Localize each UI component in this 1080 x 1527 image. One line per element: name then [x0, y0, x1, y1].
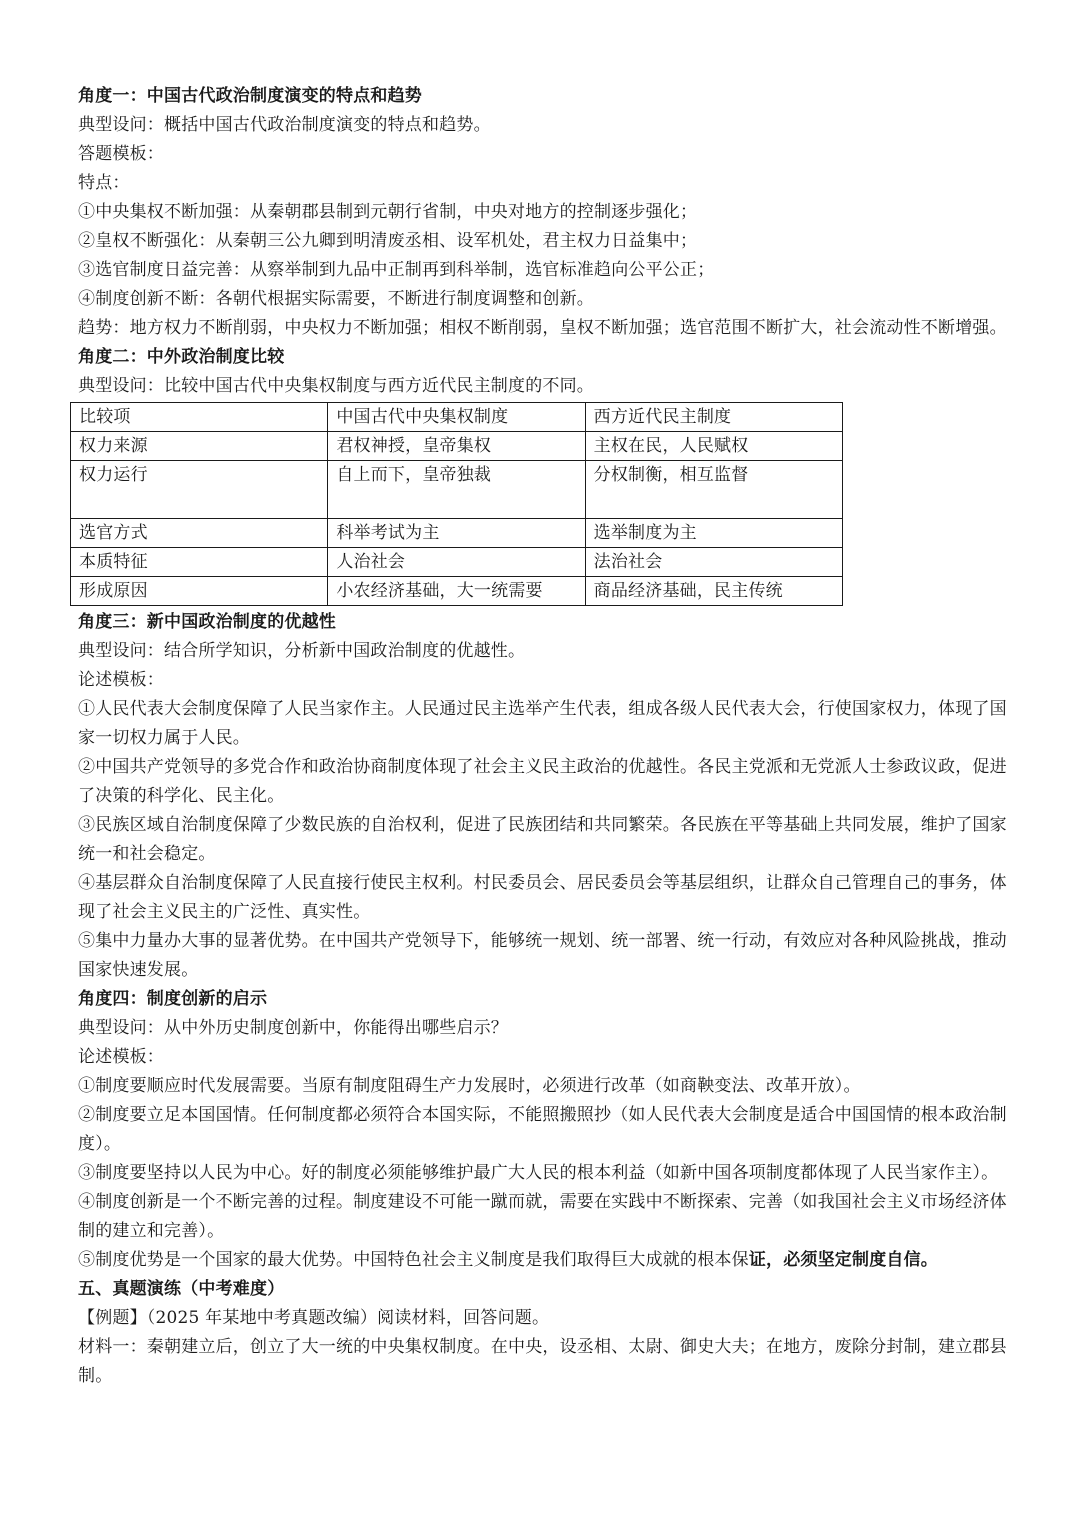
table-row	[71, 432, 843, 461]
table-cell: 权力来源	[71, 432, 328, 461]
table-row	[71, 519, 843, 548]
section4-last-plain: ⑤制度优势是一个国家的最大优势。中国特色社会主义制度是我们取得巨大成就的根本保	[78, 1250, 749, 1270]
section1-point: ③选官制度日益完善：从察举制到九品中正制再到科举制，选官标准趋向公平公正；	[78, 260, 715, 280]
table-cell: 形成原因	[71, 577, 328, 606]
table-cell: 法治社会	[585, 548, 842, 577]
section5-example: 【例题】（2025 年某地中考真题改编）阅读材料，回答问题。	[78, 1308, 550, 1328]
table-header-row	[71, 403, 843, 432]
table-cell: 商品经济基础，民主传统	[585, 577, 842, 606]
section3-point: ③民族区域自治制度保障了少数民族的自治权利，促进了民族团结和共同繁荣。各民族在平等基础上共同发展，维护了国家统一和社会稳定。	[78, 815, 1007, 864]
section4-template-label: 论述模板：	[78, 1047, 164, 1067]
table-row	[71, 577, 843, 606]
table-header-cell: 比较项	[71, 403, 328, 432]
section1-point: ②皇权不断强化：从秦朝三公九卿到明清废丞相、设军机处，君主权力日益集中；	[78, 231, 698, 251]
section2-title: 角度二：中外政治制度比较	[78, 347, 285, 367]
section3-point: ⑤集中力量办大事的显著优势。在中国共产党领导下，能够统一规划、统一部署、统一行动，有效应对各种风险挑战，推动国家快速发展。	[78, 931, 1007, 980]
section2-question: 典型设问：比较中国古代中央集权制度与西方近代民主制度的不同。	[78, 376, 594, 396]
section3-point: ①人民代表大会制度保障了人民当家作主。人民通过民主选举产生代表，组成各级人民代表大会，行使国家权力，体现了国家一切权力属于人民。	[78, 699, 1007, 748]
section4-title: 角度四：制度创新的启示	[78, 989, 268, 1009]
table-cell: 选举制度为主	[585, 519, 842, 548]
comparison-table	[70, 402, 843, 606]
table-cell: 本质特征	[71, 548, 328, 577]
section1-features-label: 特点：	[78, 173, 130, 193]
table-cell: 主权在民，人民赋权	[585, 432, 842, 461]
section3-question: 典型设问：结合所学知识，分析新中国政治制度的优越性。	[78, 641, 526, 661]
table-cell: 科举考试为主	[328, 519, 585, 548]
section1-trend: 趋势：地方权力不断削弱，中央权力不断加强；相权不断削弱，皇权不断加强；选官范围不断扩大，社会流动性不断增强。	[78, 318, 1007, 338]
section4-point-last	[78, 1246, 1008, 1275]
table-header-cell: 西方近代民主制度	[585, 403, 842, 432]
table-cell: 君权神授，皇帝集权	[328, 432, 585, 461]
section4-point: ①制度要顺应时代发展需要。当原有制度阻碍生产力发展时，必须进行改革（如商鞅变法、改革开放）。	[78, 1076, 861, 1096]
section1-point: ④制度创新不断：各朝代根据实际需要，不断进行制度调整和创新。	[78, 289, 594, 309]
table-row	[71, 548, 843, 577]
section4-point: ②制度要立足本国国情。任何制度都必须符合本国实际，不能照搬照抄（如人民代表大会制度是适合中国国情的根本政治制度）。	[78, 1105, 1007, 1154]
section1-title: 角度一：中国古代政治制度演变的特点和趋势	[78, 86, 422, 106]
table-header-cell: 中国古代中央集权制度	[328, 403, 585, 432]
section3-template-label: 论述模板：	[78, 670, 164, 690]
section4-point: ③制度要坚持以人民为中心。好的制度必须能够维护最广大人民的根本利益（如新中国各项制度都体现了人民当家作主）。	[78, 1163, 999, 1183]
table-row	[71, 461, 843, 519]
document-page	[78, 82, 1008, 1391]
table-cell: 小农经济基础，大一统需要	[328, 577, 585, 606]
section4-question: 典型设问：从中外历史制度创新中，你能得出哪些启示？	[78, 1018, 508, 1038]
section1-template-label: 答题模板：	[78, 144, 164, 164]
section3-title: 角度三：新中国政治制度的优越性	[78, 612, 336, 632]
table-cell: 人治社会	[328, 548, 585, 577]
section3-point: ②中国共产党领导的多党合作和政治协商制度体现了社会主义民主政治的优越性。各民主党派和无党派人士参政议政，促进了决策的科学化、民主化。	[78, 757, 1007, 806]
section4-point: ④制度创新是一个不断完善的过程。制度建设不可能一蹴而就，需要在实践中不断探索、完善（如我国社会主义市场经济体制的建立和完善）。	[78, 1192, 1007, 1241]
section3-point: ④基层群众自治制度保障了人民直接行使民主权利。村民委员会、居民委员会等基层组织，让群众自己管理自己的事务，体现了社会主义民主的广泛性、真实性。	[78, 873, 1007, 922]
section5-title: 五、真题演练（中考难度）	[78, 1279, 285, 1299]
section5-material: 材料一：秦朝建立后，创立了大一统的中央集权制度。在中央，设丞相、太尉、御史大夫；在地方，废除分封制，建立郡县制。	[78, 1337, 1007, 1386]
table-cell: 分权制衡，相互监督	[585, 461, 842, 519]
table-cell: 权力运行	[71, 461, 328, 519]
section1-point: ①中央集权不断加强：从秦朝郡县制到元朝行省制，中央对地方的控制逐步强化；	[78, 202, 698, 222]
section1-question: 典型设问：概括中国古代政治制度演变的特点和趋势。	[78, 115, 491, 135]
section4-last-bold: 证，必须坚定制度自信。	[748, 1250, 939, 1270]
table-cell: 选官方式	[71, 519, 328, 548]
table-cell: 自上而下，皇帝独裁	[328, 461, 585, 519]
